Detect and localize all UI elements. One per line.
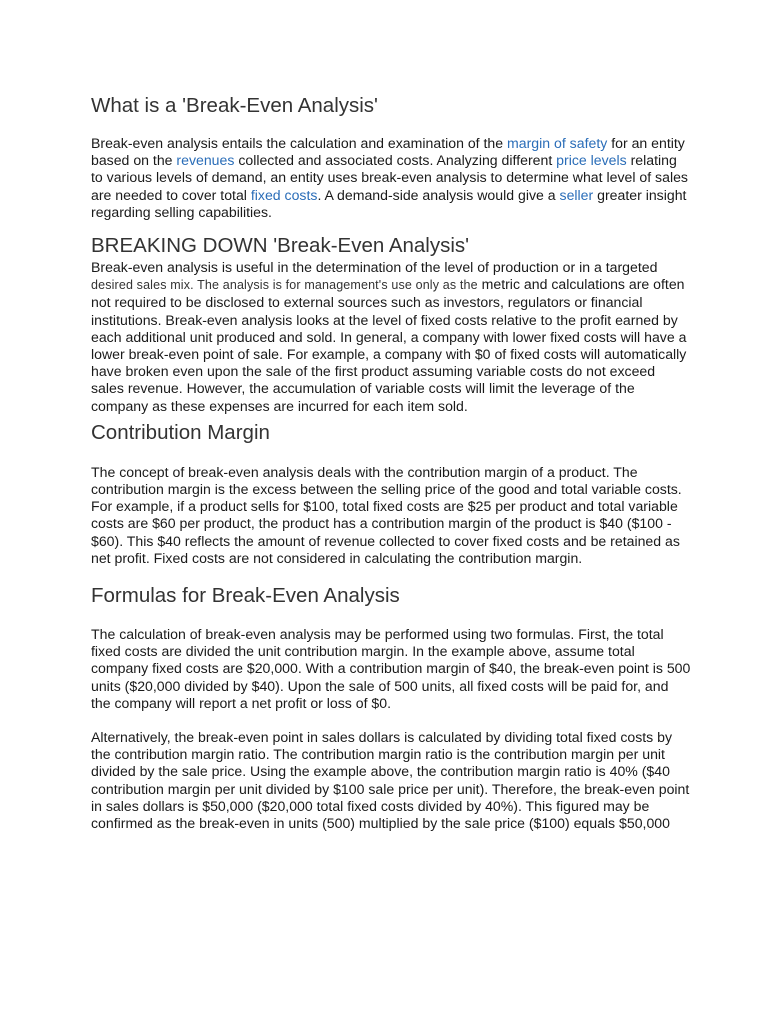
article-body bbox=[91, 93, 691, 832]
text-run: greater insight regarding selling capabilities. bbox=[91, 186, 687, 220]
paragraph-what-is bbox=[91, 135, 691, 221]
paragraph-formulas-2: Alternatively, the break-even point in sales dollars is calculated by dividing total fixed costs by the contribution margin ratio. The contribution margin ratio is the contribution margin per unit divided by the sale price. Using the example above, the contribution margin ratio is 40% ($40 contribution margin per unit divided by $100 sale price per unit). Therefore, the break-even point in sales dollars is $50,000 ($20,000 total fixed costs divided by 40%). This figured may be confirmed as the break-even in units (500) multiplied by the sale price ($100) equals $50,000 bbox=[91, 729, 690, 832]
text-run: Break-even analysis is useful in the determination of the level of production or in a targeted bbox=[91, 259, 658, 276]
text-run: relating to various levels of demand, an entity uses break-even analysis to determine what level of sales are needed to cover total bbox=[91, 152, 688, 203]
paragraph-formulas-1: The calculation of break-even analysis may be performed using two formulas. First, the total fixed costs are divided the unit contribution margin. In the example above, assume total company fixed costs are $20,000. With a contribution margin of $40, the break-even point is 500 units ($20,000 divided by $40). Upon the sale of 500 units, all fixed costs will be paid for, and the company will report a net profit or loss of $0. bbox=[91, 626, 691, 711]
text-run: Break-even analysis entails the calculation and examination of the bbox=[91, 135, 508, 151]
link-fixed-costs[interactable]: fixed costs bbox=[250, 186, 318, 203]
heading-breaking-down: BREAKING DOWN 'Break-Even Analysis' bbox=[91, 234, 470, 258]
text-run: metric and calculations are often not required to be disclosed to external sources such as investors, regulators or financial institutions. Break-even analysis looks at the level of fixed costs relative to the profit earned by each additional unit produced and sold. In general, a company with lower fixed costs will have a lower break-even point of sale. For example, a company with $0 of fixed costs will automatically have broken even upon the sale of the first product assuming variable costs do not exceed sales revenue. However, the accumulation of variable costs will limit the leverage of the company as these expenses are incurred for each item sold. bbox=[91, 276, 687, 414]
heading-formulas: Formulas for Break-Even Analysis bbox=[91, 584, 400, 608]
link-revenues[interactable]: revenues bbox=[176, 152, 235, 169]
paragraph-contribution-margin: The concept of break-even analysis deals with the contribution margin of a product. The contribution margin is the excess between the selling price of the good and total variable costs. For example, if a product sells for $100, total fixed costs are $25 per product and total variable costs are $60 per product, the product has a contribution margin of the product is $40 ($100 - $60). This $40 reflects the amount of revenue collected to cover fixed costs and be retained as net profit. Fixed costs are not considered in calculating the contribution margin. bbox=[91, 463, 682, 566]
paragraph-breaking-down bbox=[91, 259, 691, 415]
text-run: collected and associated costs. Analyzing different bbox=[234, 152, 557, 169]
link-price-levels[interactable]: price levels bbox=[556, 152, 627, 169]
text-run: for an entity based on the bbox=[91, 135, 685, 169]
text-run-small: desired sales mix. The analysis is for management's use only as the bbox=[91, 278, 478, 293]
link-margin-of-safety[interactable]: margin of safety bbox=[507, 135, 608, 151]
text-run: . A demand-side analysis would give a bbox=[317, 186, 560, 203]
heading-contribution-margin: Contribution Margin bbox=[91, 420, 270, 444]
link-seller[interactable]: seller bbox=[559, 186, 594, 203]
heading-what-is: What is a 'Break-Even Analysis' bbox=[91, 94, 378, 117]
